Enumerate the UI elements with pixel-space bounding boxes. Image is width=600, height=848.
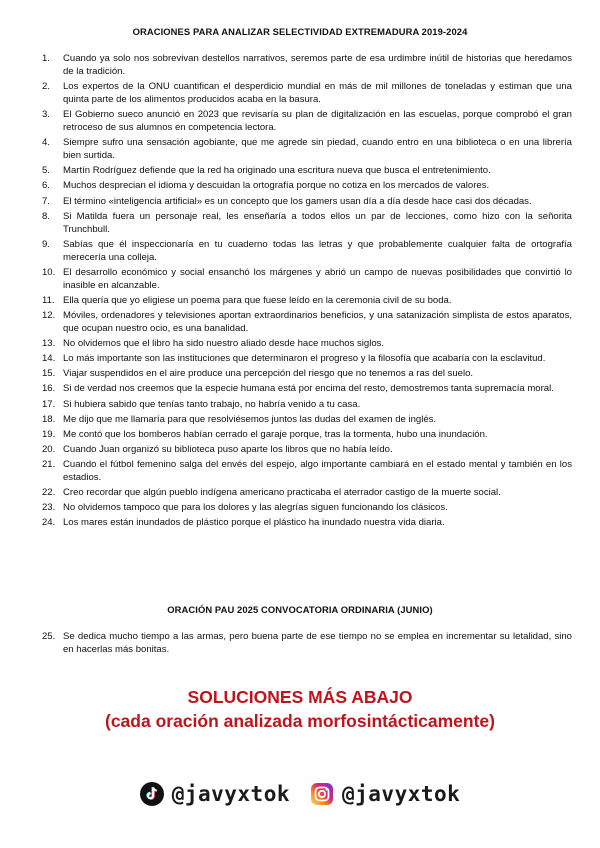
item-number: 10. — [42, 266, 56, 278]
item-text: Se dedica mucho tiempo a las armas, pero buena parte de ese tiempo no se emplea en incrementar su letalidad, sino en hacerlas más bonitas. — [63, 631, 572, 655]
item-number: 13. — [42, 338, 56, 350]
item-number: 8. — [42, 210, 50, 222]
item-text: El término «inteligencia artificial» es un concepto que los gamers usan día a día desde hace casi dos décadas. — [63, 195, 532, 207]
item-text: Ella quería que yo eligiese un poema para que fuese leído en la ceremonia civil de su boda. — [63, 294, 452, 306]
item-number: 23. — [42, 502, 56, 514]
item-text: Viajar suspendidos en el aire produce una percepción del riesgo que no tenemos a ras del suelo. — [63, 368, 474, 380]
social-handles — [100, 776, 500, 812]
item-number: 15. — [42, 368, 56, 380]
list-item — [42, 501, 572, 514]
item-number: 18. — [42, 413, 56, 425]
item-number: 5. — [42, 165, 50, 177]
item-text: Los expertos de la ONU cuantifican el desperdicio mundial en más de mil millones de toneladas y estiman que una quinta parte de los alimentos producidos acaba en la basura. — [63, 81, 572, 106]
sentence-list — [42, 52, 572, 531]
list-item — [42, 516, 572, 529]
list-item — [42, 352, 572, 365]
list-item — [42, 382, 572, 395]
list-item — [42, 443, 572, 456]
list-item — [42, 136, 572, 162]
item-text: Sabías que él inspeccionaría en tu cuaderno todas las letras y que probablemente cualquier falta de ortografía merecería una colleja. — [63, 238, 572, 263]
item-text: Siempre sufro una sensación agobiante, que me agrede sin piedad, cuando entro en una biblioteca o en una librería bien surtida. — [63, 137, 572, 162]
item-text: Cuando Juan organizó su biblioteca puso aparte los libros que no había leído. — [63, 443, 393, 455]
item-number: 25. — [42, 631, 56, 642]
list-item — [42, 486, 572, 499]
list-item — [42, 337, 572, 350]
item-number: 6. — [42, 180, 50, 192]
item-text: Móviles, ordenadores y televisiones aportan extraordinarios beneficios, y una satanización simplista de estos aparatos, que ocupan nuestro ocio, es una banalidad. — [63, 310, 572, 335]
item-text: Si Matilda fuera un personaje real, les enseñaría a todos ellos un par de lecciones, como hizo con la señorita Trunchbull. — [63, 210, 572, 235]
list-item — [42, 413, 572, 426]
item-text: Cuando ya solo nos sobrevivan destellos narrativos, seremos parte de esa urdimbre inútil de historias que heredamos de la tradición. — [63, 53, 572, 77]
item-number: 9. — [42, 238, 50, 250]
item-text: Me contó que los bomberos habían cerrado el garaje porque, tras la tormenta, hubo una inundación. — [63, 428, 488, 440]
list-item — [42, 52, 572, 78]
item-text: Martín Rodríguez defiende que la red ha originado una escritura nueva que busca el entretenimiento. — [63, 165, 491, 177]
list-item — [42, 266, 572, 292]
item-number: 22. — [42, 486, 56, 498]
item-text: El Gobierno sueco anunció en 2023 que revisaría su plan de digitalización en las escuelas, porque comprobó el gran retroceso de sus alumnos en competencia lectora. — [63, 109, 572, 134]
item-number: 1. — [42, 53, 50, 64]
solutions-heading: SOLUCIONES MÁS ABAJO — [187, 687, 413, 707]
solutions-subheading: (cada oración analizada morfosintácticamente) — [105, 711, 495, 731]
document-title: ORACIONES PARA ANALIZAR SELECTIVIDAD EXTREMADURA 2019-2024 — [132, 26, 468, 37]
item-number: 4. — [42, 137, 50, 149]
pau-section-title: ORACIÓN PAU 2025 CONVOCATORIA ORDINARIA (JUNIO) — [167, 604, 433, 615]
item-text: Lo más importante son las instituciones que determinaron el progreso y la filosofía que acabaría con la esclavitud. — [63, 353, 546, 365]
tiktok-handle[interactable]: @javyxtok — [171, 782, 290, 806]
item-number: 24. — [42, 517, 56, 529]
item-text: No olvidemos tampoco que para los dolores y las alegrías siguen funcionando los clásicos. — [63, 502, 448, 514]
list-item — [42, 428, 572, 441]
item-number: 7. — [42, 195, 50, 207]
item-number: 20. — [42, 443, 56, 455]
item-text: Creo recordar que algún pueblo indígena americano practicaba el aterrador castigo de la muerte social. — [63, 486, 501, 498]
list-item — [42, 238, 572, 264]
list-item — [42, 210, 572, 236]
item-number: 12. — [42, 310, 56, 322]
instagram-icon — [310, 782, 334, 806]
item-number: 21. — [42, 458, 56, 470]
item-number: 14. — [42, 353, 56, 365]
item-text: No olvidemos que el libro ha sido nuestro aliado desde hace muchos siglos. — [63, 338, 385, 350]
list-item — [42, 108, 572, 134]
list-item — [42, 80, 572, 106]
item-text: Me dijo que me llamaría para que resolviésemos juntos las dudas del examen de inglés. — [63, 413, 437, 425]
list-item — [42, 195, 572, 208]
item-text: Si de verdad nos creemos que la especie humana está por encima del resto, demostremos tanta supremacía moral. — [63, 383, 554, 395]
pau-sentence-list — [42, 630, 572, 658]
list-item — [42, 458, 572, 484]
item-text: El desarrollo económico y social ensanchó los márgenes y abrió un campo de nuevas posibilidades que convirtió lo inasible en alcanzable. — [63, 266, 572, 291]
item-number: 16. — [42, 383, 56, 395]
list-item — [42, 367, 572, 380]
list-item — [42, 309, 572, 335]
item-text: Muchos desprecian el idioma y descuidan la ortografía porque no cotiza en los mercados de valores. — [63, 180, 490, 192]
item-number: 11. — [42, 294, 55, 306]
item-text: Cuando el fútbol femenino salga del envés del espejo, algo importante cambiará en el estado mental y también en los estadios. — [63, 458, 572, 483]
tiktok-icon — [140, 782, 164, 806]
list-item — [42, 179, 572, 192]
list-item — [42, 294, 572, 307]
item-number: 17. — [42, 398, 56, 410]
item-text: Si hubiera sabido que tenías tanto trabajo, no habría venido a tu casa. — [63, 398, 361, 410]
item-number: 2. — [42, 81, 50, 93]
item-number: 3. — [42, 109, 50, 121]
instagram-handle[interactable]: @javyxtok — [342, 782, 461, 806]
list-item — [42, 398, 572, 411]
item-number: 19. — [42, 428, 56, 440]
list-item — [42, 630, 572, 656]
item-text: Los mares están inundados de plástico porque el plástico ha inundado nuestra vida diaria. — [63, 517, 445, 529]
list-item — [42, 164, 572, 177]
